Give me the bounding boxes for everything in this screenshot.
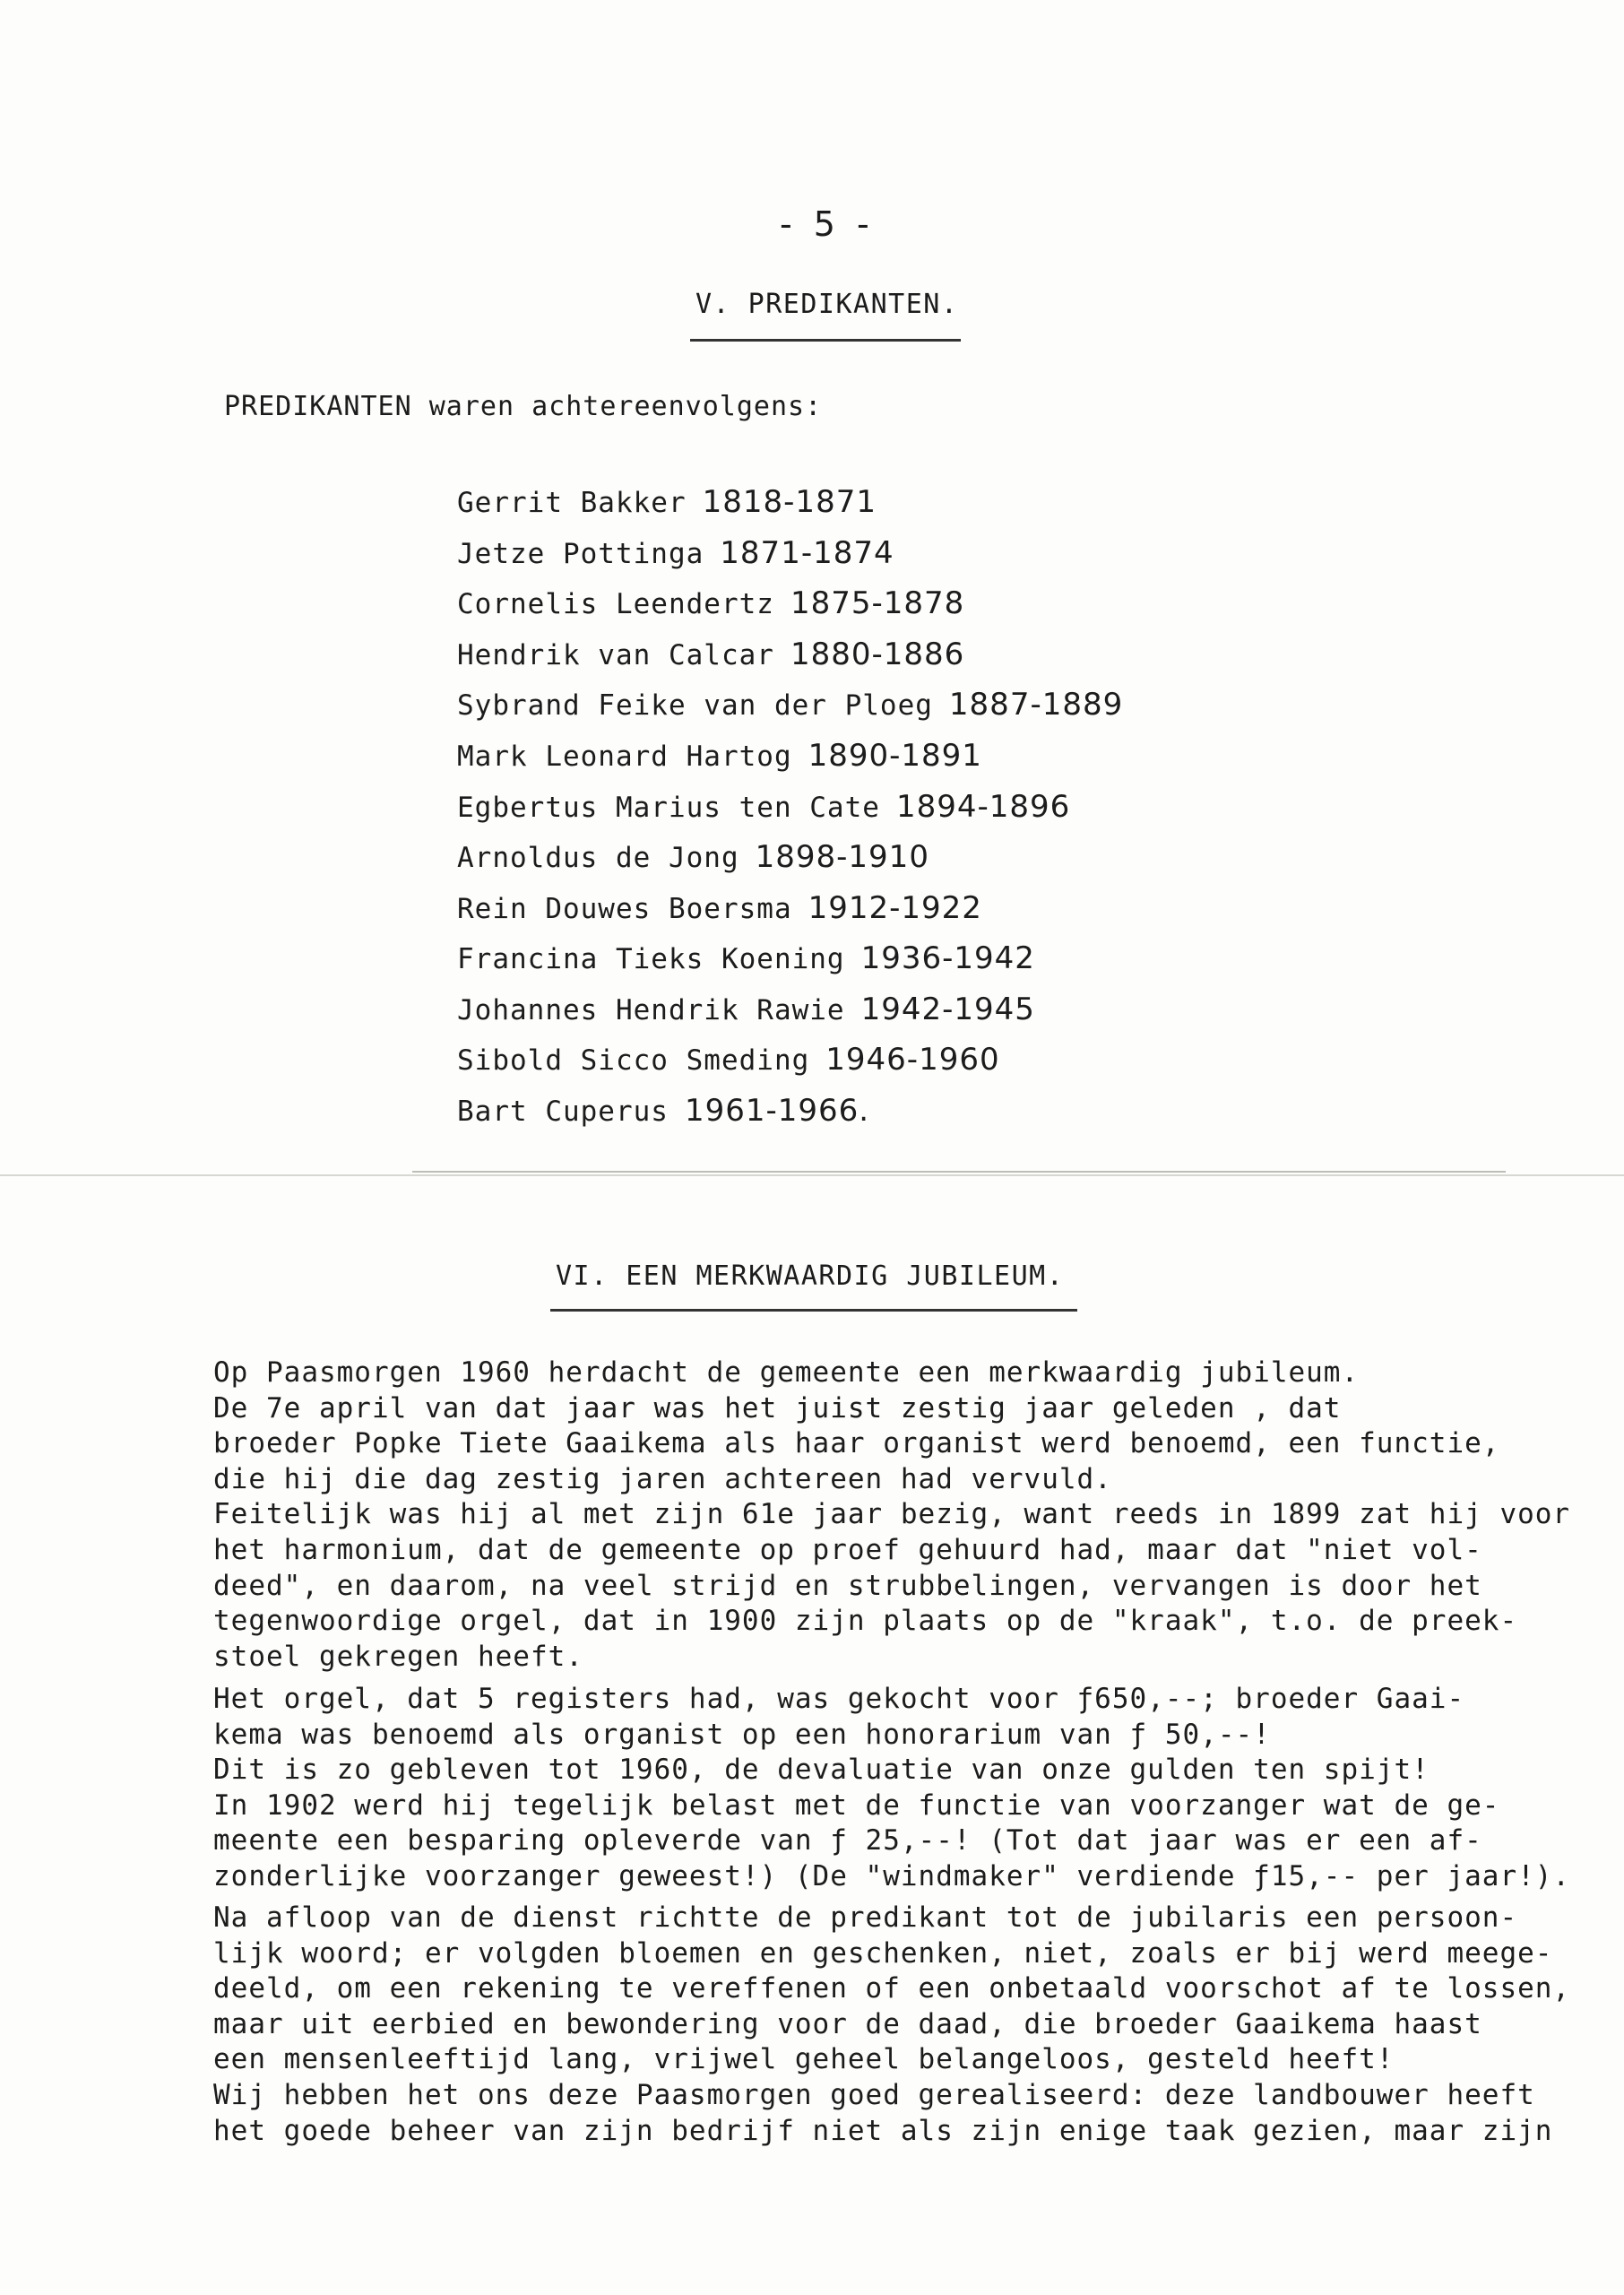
paragraph: Na afloop van de dienst richtte de predikant tot de jubilaris een persoon- lijk woord; er volgden bloemen en geschenken, niet, zoals er bij werd meege- deeld, om een rekening te vereffenen of een onbetaald voorschot af te lossen, maar uit eerbied en bewondering voor de daad, die broeder Gaaikema haast een mensenleeftijd lang, vrijwel geheel belangeloos, gesteld heeft! Wij hebben het ons deze Paasmorgen goed gerealiseerd: deze landbouwer heeft het goede beheer van zijn bedrijf niet als zijn enige taak gezien, maar zijn (213, 1901, 1571, 2147)
heading-underline (690, 339, 961, 342)
section-heading-jubileum: VI. EEN MERKWAARDIG JUBILEUM. (556, 1260, 1065, 1292)
section-divider (412, 1171, 1506, 1173)
list-item: Francina Tieks Koening 1936-1942 (457, 940, 1035, 976)
list-item: Egbertus Marius ten Cate 1894-1896 (457, 789, 1071, 825)
paper-fold (0, 1174, 1624, 1176)
list-item: Arnoldus de Jong 1898-1910 (457, 839, 929, 875)
list-item: Mark Leonard Hartog 1890-1891 (457, 738, 982, 774)
page-number: - 5 - (780, 204, 875, 244)
list-item: Hendrik van Calcar 1880-1886 (457, 637, 965, 672)
list-item: Sybrand Feike van der Ploeg 1887-1889 (457, 687, 1124, 723)
list-item: Bart Cuperus 1961-1966. (457, 1093, 870, 1129)
list-item: Jetze Pottinga 1871-1874 (457, 535, 894, 571)
list-item: Gerrit Bakker 1818-1871 (457, 484, 877, 520)
list-item: Cornelis Leendertz 1875-1878 (457, 585, 965, 621)
list-item: Rein Douwes Boersma 1912-1922 (457, 890, 982, 926)
paragraph: Op Paasmorgen 1960 herdacht de gemeente een merkwaardig jubileum. De 7e april van dat jaar was het juist zestig jaar geleden , dat broeder Popke Tiete Gaaikema als haar organist werd benoemd, een functie, die hij die dag zestig jaren achtereen had vervuld. Feitelijk was hij al met zijn 61e jaar bezig, want reeds in 1899 zat hij voor het harmonium, dat de gemeente op proef gehuurd had, maar dat "niet vol- deed", en daarom, na veel strijd en strubbelingen, vervangen is door het tegenwoordige orgel, dat in 1900 zijn plaats op de "kraak", t.o. de preek- stoel gekregen heeft. (213, 1356, 1571, 1673)
list-item: Johannes Hendrik Rawie 1942-1945 (457, 992, 1035, 1027)
paragraph: Het orgel, dat 5 registers had, was gekocht voor ƒ650,--; broeder Gaai- kema was benoemd als organist op een honorarium van ƒ 50,--! Dit is zo gebleven tot 1960, de devaluatie van onze gulden ten spijt! In 1902 werd hij tegelijk belast met de functie van voorzanger wat de ge- meente een besparing opleverde van ƒ 25,--! (Tot dat jaar was er een af- zonderlijke voorzanger geweest!) (De "windmaker" verdiende ƒ15,-- per jaar!). (213, 1683, 1571, 1892)
heading-underline (550, 1309, 1077, 1312)
section-heading-predikanten: V. PREDIKANTEN. (695, 289, 959, 320)
predikanten-intro: PREDIKANTEN waren achtereenvolgens: (224, 391, 823, 422)
list-item: Sibold Sicco Smeding 1946-1960 (457, 1042, 1000, 1078)
